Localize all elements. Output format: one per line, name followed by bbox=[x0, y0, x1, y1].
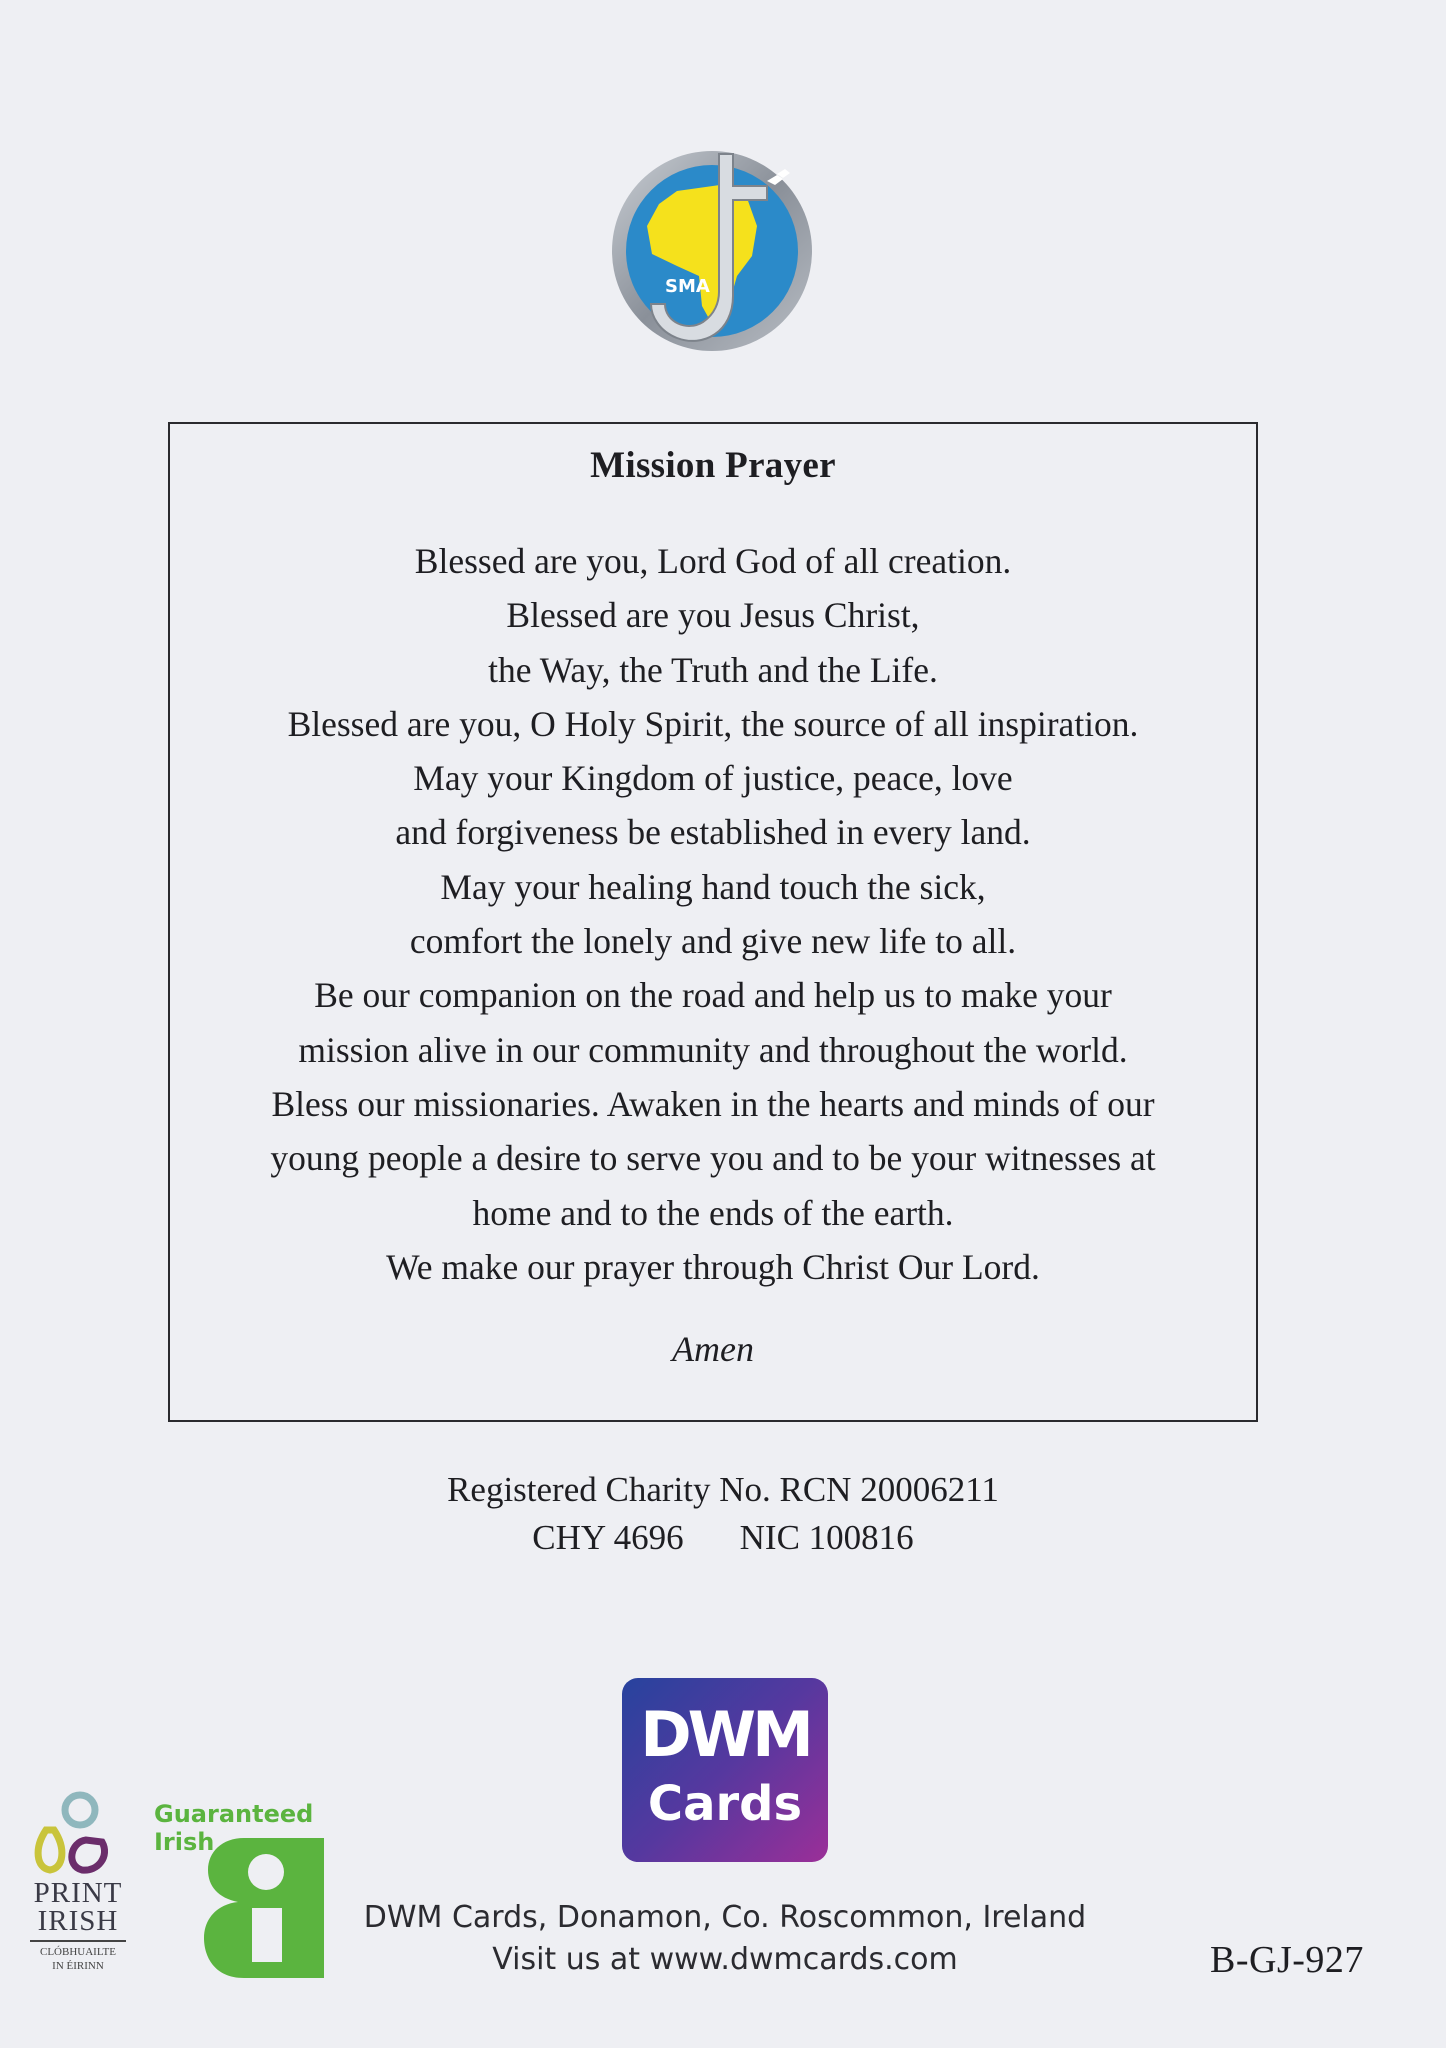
svg-text:SMA: SMA bbox=[665, 276, 710, 297]
print-irish-drops-icon bbox=[26, 1790, 130, 1880]
prayer-box bbox=[168, 422, 1258, 1422]
prayer-line: the Way, the Truth and the Life. bbox=[488, 649, 938, 690]
cards-logo-text: Cards bbox=[647, 1776, 803, 1832]
prayer-line: Blessed are you, Lord God of all creation. bbox=[414, 541, 1012, 581]
prayer-line: comfort the lonely and give new life to all. bbox=[409, 921, 1017, 962]
dwm-logo-text: DWM bbox=[640, 1698, 810, 1771]
nic-number: NIC 100816 bbox=[739, 1518, 914, 1557]
charity-number: Registered Charity No. RCN 20006211 bbox=[447, 1470, 999, 1509]
prayer-line: and forgiveness be established in every land. bbox=[395, 812, 1031, 853]
prayer-line: May your Kingdom of justice, peace, love bbox=[413, 758, 1013, 799]
sma-logo-icon bbox=[607, 146, 817, 356]
prayer-line: Bless our missionaries. Awaken in the hearts and minds of our bbox=[271, 1083, 1155, 1124]
prayer-line: Be our companion on the road and help us to make your bbox=[314, 975, 1112, 1016]
publisher-website: Visit us at www.dwmcards.com bbox=[492, 1942, 958, 1977]
dwm-cards-logo bbox=[622, 1678, 828, 1862]
chy-number: CHY 4696 bbox=[532, 1518, 684, 1557]
prayer-line: May your healing hand touch the sick, bbox=[440, 866, 986, 907]
prayer-line: We make our prayer through Christ Our Lord. bbox=[386, 1246, 1040, 1287]
prayer-line: home and to the ends of the earth. bbox=[472, 1192, 954, 1233]
prayer-text bbox=[170, 534, 1256, 1294]
prayer-title: Mission Prayer bbox=[590, 445, 836, 486]
guaranteed-irish-logo: Guaranteed Irish bbox=[154, 1800, 324, 1980]
publisher-address: DWM Cards, Donamon, Co. Roscommon, Ireland bbox=[363, 1900, 1087, 1935]
prayer-closing: Amen bbox=[672, 1329, 754, 1369]
guaranteed-irish-g-icon bbox=[204, 1838, 324, 1978]
prayer-line: young people a desire to serve you and to be your witnesses at bbox=[270, 1138, 1156, 1179]
product-code: B-GJ-927 bbox=[1210, 1939, 1364, 1981]
prayer-line: Blessed are you, O Holy Spirit, the source of all inspiration. bbox=[287, 703, 1139, 744]
prayer-line: mission alive in our community and throughout the world. bbox=[298, 1029, 1128, 1070]
prayer-line: Blessed are you Jesus Christ, bbox=[506, 595, 920, 636]
charity-codes bbox=[0, 1518, 1446, 1558]
print-irish-logo-icon: PRINT IRISH CLÓBHUAILTE IN ÉIRINN bbox=[26, 1790, 130, 1980]
